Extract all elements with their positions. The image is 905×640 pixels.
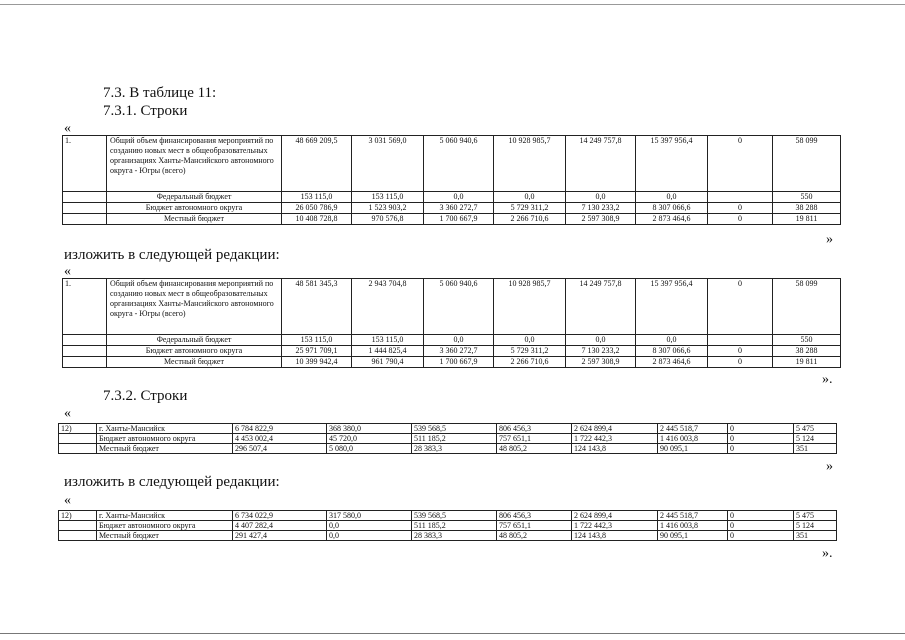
open-quote: « <box>64 493 71 508</box>
table-731-new <box>62 278 841 368</box>
table-row <box>59 424 837 434</box>
cell: 5 475 <box>794 511 837 521</box>
cell: 0,0 <box>636 335 708 346</box>
cell: 1 722 442,3 <box>572 521 658 531</box>
cell: 10 399 942,4 <box>282 357 352 368</box>
table-row <box>63 136 841 192</box>
cell: 0 <box>728 444 794 454</box>
cell: Бюджет автономного округа <box>97 521 233 531</box>
cell: 124 143,8 <box>572 444 658 454</box>
cell: 511 185,2 <box>412 521 497 531</box>
cell: 2 445 518,7 <box>658 424 728 434</box>
row-label: Местный бюджет <box>107 214 282 225</box>
close-quote: ». <box>822 546 833 561</box>
cell <box>63 192 107 203</box>
cell: 8 307 066,6 <box>636 203 708 214</box>
cell: 19 811 <box>773 214 841 225</box>
table-row <box>63 346 841 357</box>
table-row <box>59 511 837 521</box>
cell: 806 456,3 <box>497 511 572 521</box>
open-quote: « <box>64 121 71 136</box>
table-row <box>63 192 841 203</box>
cell: 10 928 985,7 <box>494 136 566 192</box>
row-label: Федеральный бюджет <box>107 192 282 203</box>
cell: 2 597 308,9 <box>566 357 636 368</box>
cell: 15 397 956,4 <box>636 136 708 192</box>
cell: 5 124 <box>794 521 837 531</box>
cell: 15 397 956,4 <box>636 279 708 335</box>
cell: 7 130 233,2 <box>566 203 636 214</box>
cell: 28 383,3 <box>412 531 497 541</box>
cell: 58 099 <box>773 136 841 192</box>
cell: Местный бюджет <box>97 531 233 541</box>
cell: 0,0 <box>424 192 494 203</box>
row-label: Бюджет автономного округа <box>107 346 282 357</box>
cell: г. Ханты-Мансийск <box>97 511 233 521</box>
cell: 45 720,0 <box>327 434 412 444</box>
cell: 0,0 <box>424 335 494 346</box>
cell: 1 700 667,9 <box>424 214 494 225</box>
new-edition-label: изложить в следующей редакции: <box>64 247 280 263</box>
cell <box>59 531 97 541</box>
cell: 48 669 209,5 <box>282 136 352 192</box>
cell: 0 <box>708 357 773 368</box>
cell: 0 <box>728 511 794 521</box>
cell: 1 416 003,8 <box>658 434 728 444</box>
cell: 0 <box>728 521 794 531</box>
cell <box>63 214 107 225</box>
table-row <box>63 279 841 335</box>
cell: 961 790,4 <box>352 357 424 368</box>
table-row <box>59 531 837 541</box>
cell: 4 453 002,4 <box>233 434 327 444</box>
cell: 5 475 <box>794 424 837 434</box>
cell: 28 383,3 <box>412 444 497 454</box>
cell: 48 805,2 <box>497 531 572 541</box>
table-row <box>63 203 841 214</box>
cell: 12) <box>59 424 97 434</box>
cell: 0 <box>708 136 773 192</box>
table-732-old <box>58 423 837 454</box>
cell: 511 185,2 <box>412 434 497 444</box>
table-row <box>59 434 837 444</box>
section-7-3-title: 7.3. В таблице 11: <box>103 85 217 101</box>
cell: 2 873 464,6 <box>636 357 708 368</box>
cell: 4 407 282,4 <box>233 521 327 531</box>
table-732-new <box>58 510 837 541</box>
row-label: Местный бюджет <box>107 357 282 368</box>
cell: 14 249 757,8 <box>566 136 636 192</box>
cell: Местный бюджет <box>97 444 233 454</box>
row-number: 1. <box>63 136 107 192</box>
cell: 2 266 710,6 <box>494 214 566 225</box>
cell: 2 445 518,7 <box>658 511 728 521</box>
cell: 58 099 <box>773 279 841 335</box>
cell: 5 729 311,2 <box>494 203 566 214</box>
cell: 3 031 569,0 <box>352 136 424 192</box>
table-row <box>63 214 841 225</box>
cell: 757 651,1 <box>497 521 572 531</box>
cell: 2 266 710,6 <box>494 357 566 368</box>
cell: 90 095,1 <box>658 444 728 454</box>
cell: 539 568,5 <box>412 424 497 434</box>
section-7-3-1-title: 7.3.1. Строки <box>103 103 188 119</box>
cell <box>63 203 107 214</box>
cell: 5 729 311,2 <box>494 346 566 357</box>
cell: 5 080,0 <box>327 444 412 454</box>
cell: 0,0 <box>327 521 412 531</box>
cell: 153 115,0 <box>352 335 424 346</box>
cell: 0 <box>728 424 794 434</box>
cell: 757 651,1 <box>497 434 572 444</box>
cell: 12) <box>59 511 97 521</box>
cell: 351 <box>794 444 837 454</box>
cell: 368 380,0 <box>327 424 412 434</box>
cell: 0 <box>728 531 794 541</box>
close-quote: ». <box>822 372 833 387</box>
cell: 0 <box>708 214 773 225</box>
row-description: Общий объем финансирования мероприятий по созданию новых мест в общеобразовательных организациях Ханты-Мансийского автономного округа - Югры (всего) <box>107 136 282 192</box>
cell: 3 360 272,7 <box>424 346 494 357</box>
cell: 2 624 899,4 <box>572 424 658 434</box>
cell: 2 597 308,9 <box>566 214 636 225</box>
cell: 0,0 <box>566 335 636 346</box>
row-label: Бюджет автономного округа <box>107 203 282 214</box>
cell: 970 576,8 <box>352 214 424 225</box>
cell: 550 <box>773 192 841 203</box>
cell: 7 130 233,2 <box>566 346 636 357</box>
cell <box>63 346 107 357</box>
table-row <box>59 444 837 454</box>
open-quote: « <box>64 264 71 279</box>
cell: 153 115,0 <box>282 192 352 203</box>
cell <box>63 335 107 346</box>
row-description: Общий объем финансирования мероприятий по созданию новых мест в общеобразовательных организациях Ханты-Мансийского автономного округа - Югры (всего) <box>107 279 282 335</box>
cell <box>708 335 773 346</box>
cell: 1 416 003,8 <box>658 521 728 531</box>
cell: 806 456,3 <box>497 424 572 434</box>
cell: 25 971 709,1 <box>282 346 352 357</box>
cell: 0,0 <box>494 335 566 346</box>
cell: 0,0 <box>494 192 566 203</box>
cell: 1 444 825,4 <box>352 346 424 357</box>
cell: 5 060 940,6 <box>424 279 494 335</box>
cell: 90 095,1 <box>658 531 728 541</box>
cell <box>59 444 97 454</box>
cell: 0 <box>708 279 773 335</box>
cell <box>63 357 107 368</box>
row-label: Федеральный бюджет <box>107 335 282 346</box>
close-quote: » <box>826 232 833 247</box>
cell: 3 360 272,7 <box>424 203 494 214</box>
cell: 153 115,0 <box>352 192 424 203</box>
cell: 0,0 <box>327 531 412 541</box>
cell: 5 060 940,6 <box>424 136 494 192</box>
cell: 5 124 <box>794 434 837 444</box>
cell: 2 873 464,6 <box>636 214 708 225</box>
cell: 19 811 <box>773 357 841 368</box>
cell: 124 143,8 <box>572 531 658 541</box>
cell: 296 507,4 <box>233 444 327 454</box>
cell <box>59 434 97 444</box>
cell: 1 722 442,3 <box>572 434 658 444</box>
cell: Бюджет автономного округа <box>97 434 233 444</box>
cell: 8 307 066,6 <box>636 346 708 357</box>
cell: 0 <box>708 203 773 214</box>
cell: 550 <box>773 335 841 346</box>
open-quote: « <box>64 406 71 421</box>
cell: 6 734 022,9 <box>233 511 327 521</box>
cell: 14 249 757,8 <box>566 279 636 335</box>
cell: 38 288 <box>773 203 841 214</box>
cell: 1 523 903,2 <box>352 203 424 214</box>
new-edition-label: изложить в следующей редакции: <box>64 474 280 490</box>
cell: 38 288 <box>773 346 841 357</box>
row-number: 1. <box>63 279 107 335</box>
cell: 0 <box>728 434 794 444</box>
cell: 48 805,2 <box>497 444 572 454</box>
cell: 26 050 786,9 <box>282 203 352 214</box>
table-row <box>63 335 841 346</box>
cell: 317 580,0 <box>327 511 412 521</box>
close-quote: » <box>826 459 833 474</box>
cell: 291 427,4 <box>233 531 327 541</box>
scan-bottom-edge <box>0 633 905 634</box>
cell: 153 115,0 <box>282 335 352 346</box>
cell: 539 568,5 <box>412 511 497 521</box>
cell: 351 <box>794 531 837 541</box>
cell: 6 784 822,9 <box>233 424 327 434</box>
cell: 2 943 704,8 <box>352 279 424 335</box>
table-row <box>63 357 841 368</box>
cell <box>708 192 773 203</box>
cell: 0,0 <box>566 192 636 203</box>
cell: 0 <box>708 346 773 357</box>
section-7-3-2-title: 7.3.2. Строки <box>103 388 188 404</box>
cell: 2 624 899,4 <box>572 511 658 521</box>
cell: г. Ханты-Мансийск <box>97 424 233 434</box>
cell: 10 408 728,8 <box>282 214 352 225</box>
table-row <box>59 521 837 531</box>
table-731-old <box>62 135 841 225</box>
cell: 10 928 985,7 <box>494 279 566 335</box>
cell <box>59 521 97 531</box>
cell: 0,0 <box>636 192 708 203</box>
cell: 1 700 667,9 <box>424 357 494 368</box>
cell: 48 581 345,3 <box>282 279 352 335</box>
scan-top-edge <box>0 4 905 5</box>
